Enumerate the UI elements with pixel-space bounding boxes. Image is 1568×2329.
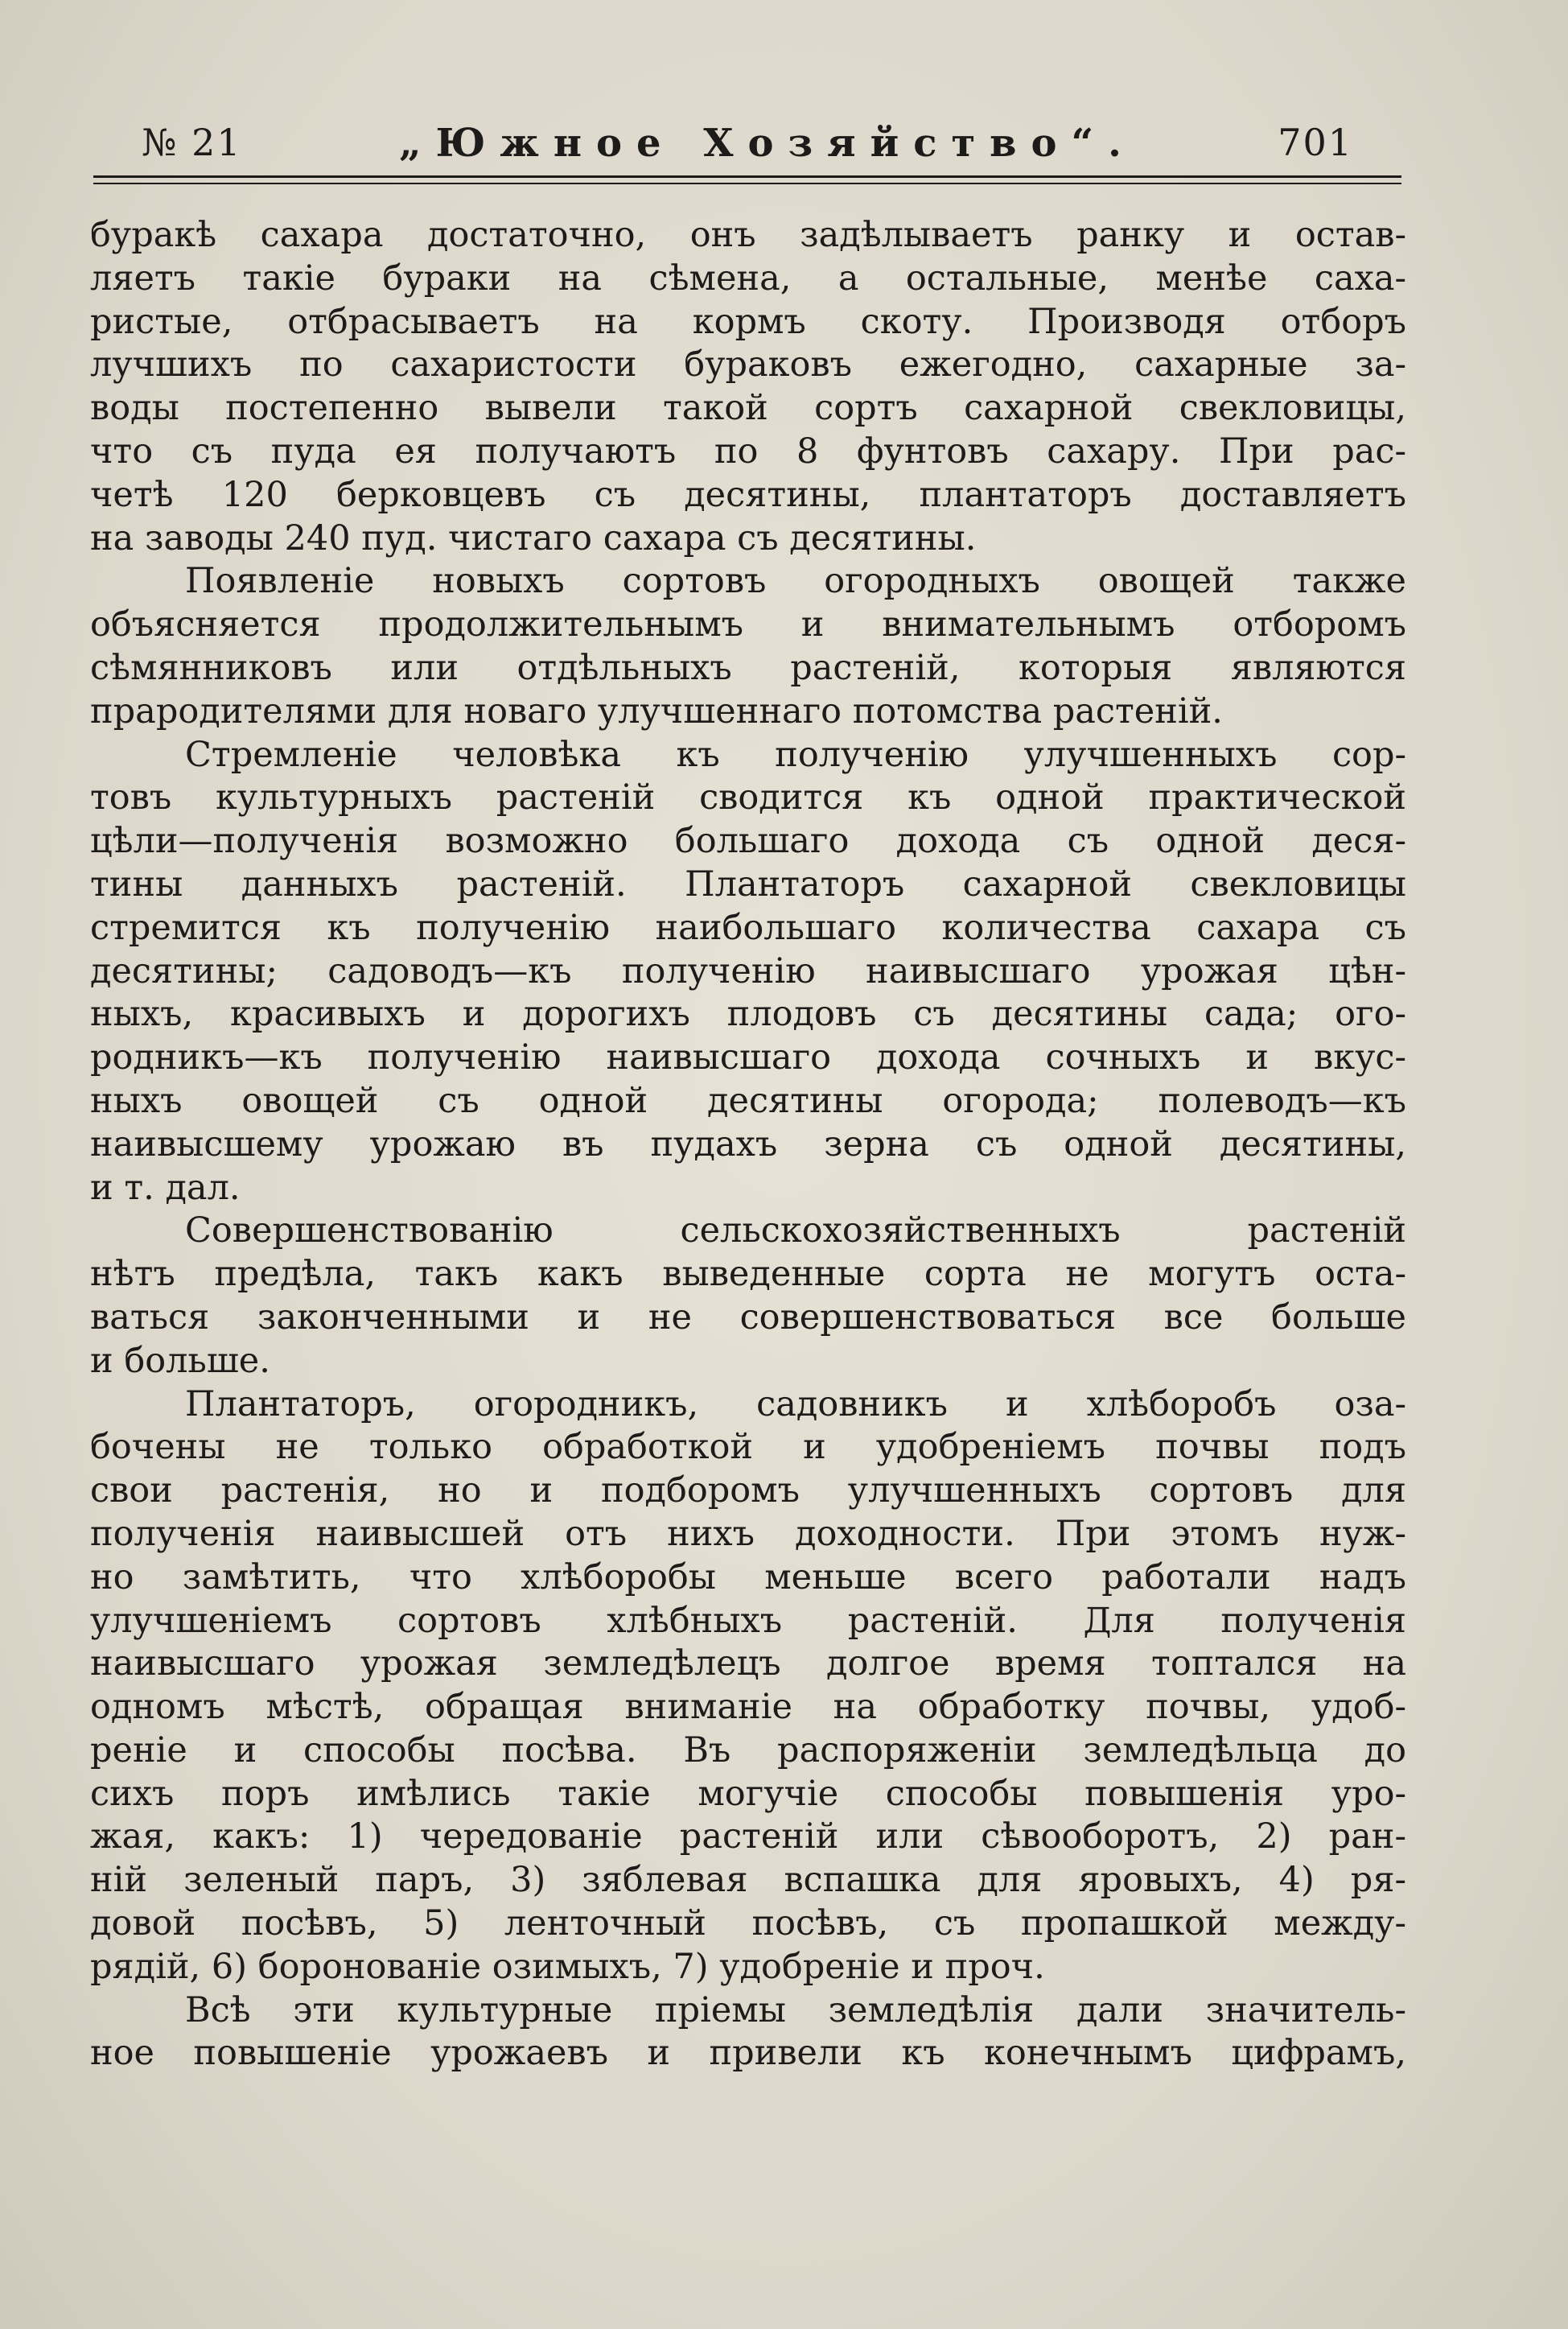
- journal-title: „Южное Хозяйство“.: [399, 121, 1136, 166]
- text-line: ныхъ, красивыхъ и дорогихъ плодовъ съ десятины сада; ого-: [90, 994, 1406, 1035]
- header-rule-bottom: [93, 183, 1401, 184]
- text-line: и больше.: [90, 1340, 270, 1381]
- text-line: тины данныхъ растеній. Плантаторъ сахарной свекловицы: [90, 864, 1406, 905]
- issue-number: № 21: [142, 121, 242, 164]
- text-line: сѣмянниковъ или отдѣльныхъ растеній, которыя являются: [90, 647, 1406, 688]
- text-line: ляетъ такіе бураки на сѣмена, а остальные, менѣе саха-: [90, 258, 1406, 299]
- text-line: Плантаторъ, огородникъ, садовникъ и хлѣборобъ оза-: [185, 1383, 1406, 1424]
- text-line: четѣ 120 берковцевъ съ десятины, плантаторъ доставляетъ: [90, 474, 1406, 515]
- running-header: [93, 121, 1401, 177]
- text-line: жая, какъ: 1) чередованіе растеній или сѣвооборотъ, 2) ран-: [90, 1816, 1406, 1857]
- text-line: полученія наивысшей отъ нихъ доходности. При этомъ нуж-: [90, 1513, 1406, 1554]
- text-line: наивысшаго урожая земледѣлецъ долгое время топтался на: [90, 1643, 1406, 1684]
- text-line: прародителями для новаго улучшеннаго потомства растеній.: [90, 690, 1223, 732]
- text-line: довой посѣвъ, 5) ленточный посѣвъ, съ пропашкой между-: [90, 1903, 1406, 1944]
- text-line: что съ пуда ея получаютъ по 8 фунтовъ сахару. При рас-: [90, 431, 1406, 472]
- text-line: воды постепенно вывели такой сортъ сахарной свекловицы,: [90, 388, 1406, 429]
- text-line: цѣли—полученія возможно большаго дохода съ одной деся-: [90, 821, 1406, 862]
- text-line: бочены не только обработкой и удобреніемъ почвы подъ: [90, 1427, 1406, 1468]
- text-line: рядій, 6) боронованіе озимыхъ, 7) удобреніе и проч.: [90, 1946, 1045, 1987]
- text-line: Совершенствованію сельскохозяйственныхъ растеній: [185, 1210, 1406, 1251]
- text-line: ристые, отбрасываетъ на кормъ скоту. Производя отборъ: [90, 301, 1406, 342]
- text-line: нѣтъ предѣла, такъ какъ выведенные сорта не могутъ оста-: [90, 1254, 1406, 1295]
- text-line: ній зеленый паръ, 3) зяблевая вспашка для яровыхъ, 4) ря-: [90, 1860, 1406, 1901]
- body-text: [90, 214, 1406, 2075]
- text-line: буракѣ сахара достаточно, онъ задѣлываетъ ранку и остав-: [90, 215, 1406, 255]
- text-line: десятины; садоводъ—къ полученію наивысшаго урожая цѣн-: [90, 950, 1406, 991]
- text-line: ныхъ овощей съ одной десятины огорода; полеводъ—къ: [90, 1080, 1406, 1121]
- text-line: лучшихъ по сахаристости бураковъ ежегодно, сахарные за-: [90, 344, 1406, 385]
- text-line: Появленіе новыхъ сортовъ огородныхъ овощей также: [185, 561, 1406, 602]
- text-line: улучшеніемъ сортовъ хлѣбныхъ растеній. Для полученія: [90, 1600, 1406, 1641]
- text-line: Всѣ эти культурные пріемы земледѣлія дали значитель-: [185, 1989, 1406, 2030]
- text-line: свои растенія, но и подборомъ улучшенныхъ сортовъ для: [90, 1470, 1406, 1511]
- text-line: Стремленіе человѣка къ полученію улучшенныхъ сор-: [185, 734, 1406, 775]
- page-number: 701: [1278, 121, 1353, 164]
- text-line: но замѣтить, что хлѣборобы меньше всего работали надъ: [90, 1556, 1406, 1597]
- text-line: наивысшему урожаю въ пудахъ зерна съ одной десятины,: [90, 1123, 1406, 1164]
- text-line: ваться законченными и не совершенствоваться все больше: [90, 1296, 1406, 1338]
- text-line: на заводы 240 пуд. чистаго сахара съ десятины.: [90, 517, 977, 559]
- text-line: товъ культурныхъ растеній сводится къ одной практической: [90, 777, 1406, 818]
- text-line: родникъ—къ полученію наивысшаго дохода сочныхъ и вкус-: [90, 1037, 1406, 1078]
- text-line: ное повышеніе урожаевъ и привели къ конечнымъ цифрамъ,: [90, 2033, 1406, 2074]
- text-line: объясняется продолжительнымъ и внимательнымъ отборомъ: [90, 604, 1406, 645]
- text-line: и т. дал.: [90, 1167, 241, 1208]
- text-line: сихъ поръ имѣлись такіе могучіе способы повышенія уро-: [90, 1773, 1406, 1814]
- text-line: реніе и способы посѣва. Въ распоряженіи земледѣльца до: [90, 1729, 1406, 1770]
- text-line: одномъ мѣстѣ, обращая вниманіе на обработку почвы, удоб-: [90, 1687, 1406, 1728]
- header-rule-top: [93, 175, 1401, 178]
- text-line: стремится къ полученію наибольшаго количества сахара съ: [90, 907, 1406, 948]
